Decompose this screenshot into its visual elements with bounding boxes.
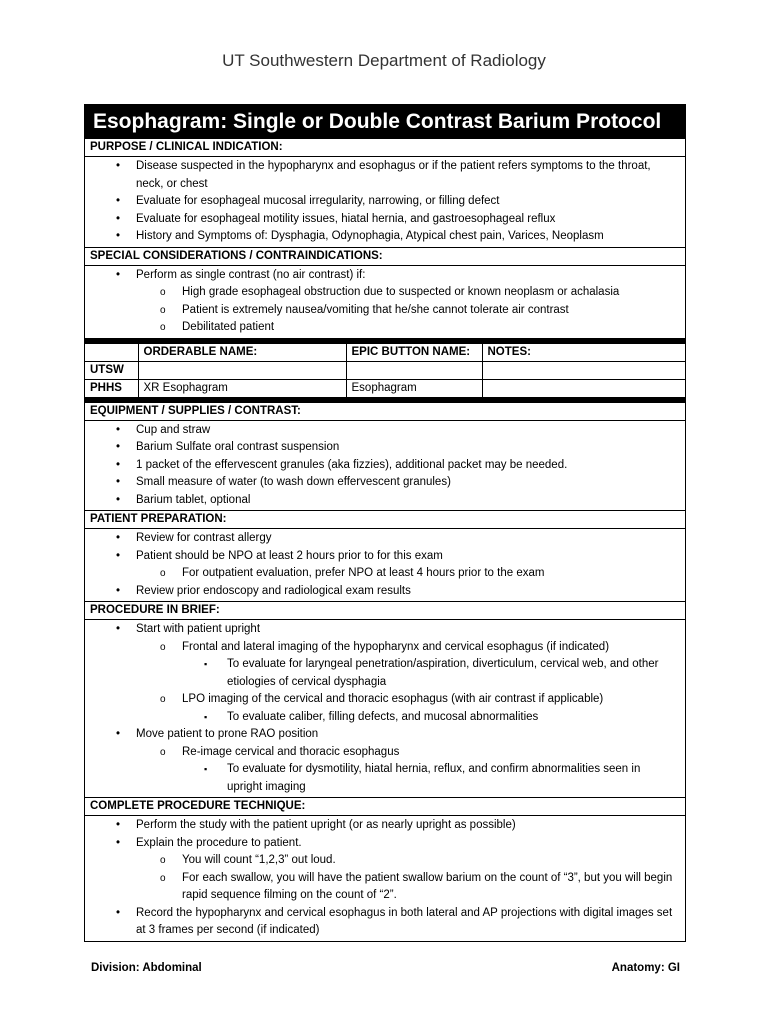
bullet-marker: • [116, 195, 121, 207]
bullet-marker: • [116, 441, 121, 453]
list-item: • Perform the study with the patient upright (or as nearly upright as possible) [85, 817, 685, 835]
list-item: • Start with patient upright [85, 621, 685, 639]
sub-list-item: o You will count “1,2,3” out loud. [85, 852, 685, 870]
section-heading-procedure: PROCEDURE IN BRIEF: [85, 601, 685, 619]
circle-marker: o [160, 694, 166, 705]
department-header: UT Southwestern Department of Radiology [222, 51, 546, 70]
sub-sub-list-item: ▪ To evaluate caliber, filling defects, and mucosal abnormalities [85, 709, 685, 727]
table-header-cell [85, 344, 138, 362]
table-cell: Esophagram [346, 379, 482, 397]
section-body-purpose [85, 156, 685, 247]
circle-marker: o [160, 304, 166, 316]
section-heading-purpose: PURPOSE / CLINICAL INDICATION: [85, 138, 685, 156]
list-item: • History and Symptoms of: Dysphagia, Odynophagia, Atypical chest pain, Varices, Neoplasm [85, 228, 685, 246]
section-body-prep [85, 528, 685, 601]
protocol-title: Esophagram: Single or Double Contrast Barium Protocol [85, 105, 685, 138]
list-item: • Review prior endoscopy and radiological exam results [85, 583, 685, 601]
bullet-marker: • [116, 819, 121, 831]
footer-anatomy: Anatomy: GI [611, 962, 680, 974]
sub-list-item: o For each swallow, you will have the patient swallow barium on the count of “3”, but you will begin rapid sequence filming on the count of “2”. [160, 871, 673, 901]
sub-list-item: o Patient is extremely nausea/vomiting that he/she cannot tolerate air contrast [85, 302, 685, 320]
sub-list-item: o LPO imaging of the cervical and thoracic esophagus (with air contrast if applicable) [85, 691, 685, 709]
square-marker: ▪ [204, 659, 208, 669]
table-header-cell: NOTES: [482, 344, 685, 362]
sub-list-item: o Debilitated patient [85, 319, 685, 337]
list-item: • Evaluate for esophageal mucosal irregularity, narrowing, or filling defect [85, 193, 685, 211]
table-cell: XR Esophagram [138, 379, 346, 397]
list-item: • Explain the procedure to patient. [85, 835, 685, 853]
square-marker: ▪ [204, 764, 208, 774]
list-item: • Disease suspected in the hypopharynx and esophagus or if the patient refers symptoms to the throat, neck, or chest [116, 160, 651, 190]
bullet-marker: • [116, 268, 121, 281]
bullet-marker: • [116, 493, 121, 506]
table-header-cell: ORDERABLE NAME: [138, 344, 346, 362]
protocol-document [84, 104, 686, 942]
bullet-marker: • [116, 584, 121, 597]
list-item: • Barium Sulfate oral contrast suspension [85, 439, 685, 457]
sub-list-item: o Frontal and lateral imaging of the hypopharynx and cervical esophagus (if indicated) [85, 639, 685, 657]
section-heading-special: SPECIAL CONSIDERATIONS / CONTRAINDICATIONS: [85, 247, 685, 265]
list-item: • Patient should be NPO at least 2 hours prior to for this exam [85, 548, 685, 566]
bullet-marker: • [116, 549, 121, 562]
sub-list-item: o High grade esophageal obstruction due to suspected or known neoplasm or achalasia [85, 284, 685, 302]
circle-marker: o [160, 287, 166, 298]
bullet-marker: • [116, 476, 121, 488]
table-cell [482, 379, 685, 397]
circle-marker: o [160, 568, 166, 579]
list-item: • Review for contrast allergy [85, 530, 685, 548]
table-row [85, 361, 685, 379]
list-item: • Record the hypopharynx and cervical esophagus in both lateral and AP projections with digital images set at 3 frames per second (if indicated) [116, 906, 673, 936]
list-item: • Evaluate for esophageal motility issues, hiatal hernia, and gastroesophageal reflux [85, 211, 685, 229]
sub-sub-list-item: ▪ To evaluate for dysmotility, hiatal hernia, reflux, and confirm abnormalities seen in upright imaging [204, 763, 641, 793]
section-body-special [85, 265, 685, 338]
list-item: • 1 packet of the effervescent granules (aka fizzies), additional packet may be needed. [85, 457, 685, 475]
orderables-table [85, 344, 685, 397]
sub-list-item: o Re-image cervical and thoracic esophagus [85, 744, 685, 762]
table-cell [138, 361, 346, 379]
section-heading-equipment: EQUIPMENT / SUPPLIES / CONTRAST: [90, 404, 301, 417]
sub-list-item: o For outpatient evaluation, prefer NPO at least 4 hours prior to the exam [85, 565, 685, 583]
table-row [85, 379, 685, 397]
bullet-marker: • [116, 623, 121, 635]
section-body-procedure [85, 619, 685, 797]
bullet-marker: • [116, 906, 121, 919]
bullet-marker: • [116, 728, 121, 740]
list-item: • Barium tablet, optional [85, 492, 685, 510]
list-item: • Small measure of water (to wash down effervescent granules) [85, 474, 685, 492]
circle-marker: o [160, 322, 166, 333]
bullet-marker: • [116, 836, 121, 849]
list-item: • Cup and straw [85, 422, 685, 440]
table-header-row [85, 344, 685, 362]
table-cell [482, 361, 685, 379]
circle-marker: o [160, 855, 166, 866]
section-heading-prep: PATIENT PREPARATION: [85, 510, 685, 528]
circle-marker: o [160, 641, 166, 653]
list-item: • Move patient to prone RAO position [85, 726, 685, 744]
bullet-marker: • [116, 230, 121, 242]
circle-marker: o [160, 872, 166, 884]
table-cell [346, 361, 482, 379]
bullet-marker: • [116, 532, 121, 544]
bullet-marker: • [116, 212, 121, 225]
bullet-marker: • [116, 423, 121, 436]
list-item: • Perform as single contrast (no air contrast) if: [85, 267, 685, 285]
section-body-equipment [85, 420, 685, 511]
circle-marker: o [160, 746, 166, 758]
table-cell: PHHS [85, 379, 138, 397]
section-body-technique [85, 815, 685, 941]
table-header-cell: EPIC BUTTON NAME: [346, 344, 482, 362]
section-heading-technique: COMPLETE PROCEDURE TECHNIQUE: [85, 797, 685, 815]
footer-division: Division: Abdominal [91, 962, 202, 974]
table-cell: UTSW [85, 361, 138, 379]
sub-sub-list-item: ▪ To evaluate for laryngeal penetration/aspiration, diverticulum, cervical web, and other etiologies of cervical dysphagia [204, 658, 659, 688]
bullet-marker: • [116, 160, 121, 172]
bullet-marker: • [116, 458, 121, 471]
square-marker: ▪ [204, 711, 208, 722]
